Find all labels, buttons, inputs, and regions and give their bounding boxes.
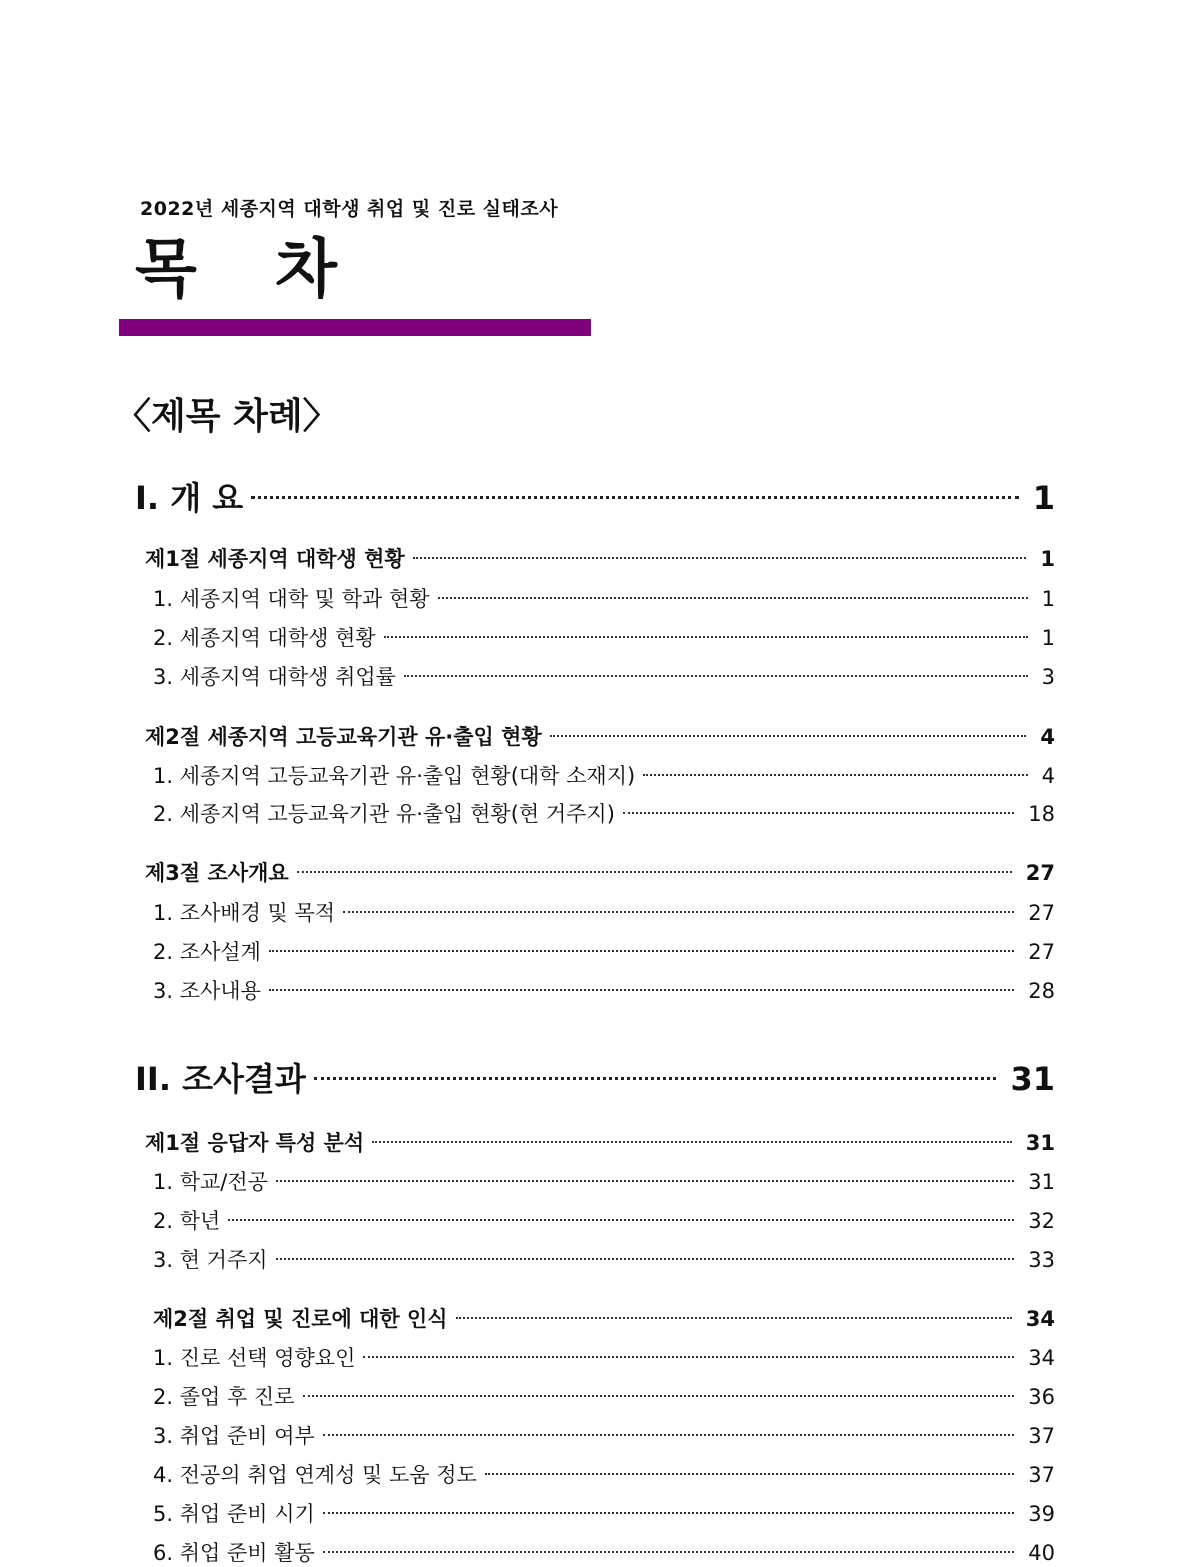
dot-leader: [228, 1219, 1014, 1221]
toc-heading: 〈제목 차례〉: [115, 396, 339, 437]
toc-item[interactable]: [153, 897, 1055, 927]
toc-item[interactable]: [153, 1244, 1055, 1274]
dot-leader: [404, 675, 1028, 677]
toc-label: 제1절 세종지역 대학생 현황: [145, 547, 405, 571]
toc-section[interactable]: [145, 1127, 1055, 1157]
toc-chapter-1[interactable]: [135, 473, 1055, 519]
toc-page-number: 1: [1041, 587, 1055, 611]
toc-page-number: 32: [1028, 1209, 1055, 1233]
toc-page-number: 1: [1040, 547, 1055, 571]
toc-label: I. 개 요: [135, 479, 244, 517]
toc-page-number: 40: [1028, 1541, 1055, 1565]
toc-item[interactable]: [153, 975, 1055, 1005]
toc-label: 3. 조사내용: [153, 979, 261, 1003]
toc-label: 1. 세종지역 고등교육기관 유·출입 현황(대학 소재지): [153, 764, 636, 788]
dot-leader: [303, 1395, 1015, 1397]
dot-leader: [269, 950, 1014, 952]
toc-item[interactable]: [153, 1420, 1055, 1450]
dot-leader: [372, 1141, 1012, 1143]
toc-label: 2. 학년: [153, 1209, 221, 1233]
dot-leader: [276, 1180, 1014, 1182]
toc-item[interactable]: [153, 1342, 1055, 1372]
toc-label: 1. 학교/전공: [153, 1170, 268, 1194]
dot-leader: [323, 1512, 1014, 1514]
toc-label: 1. 조사배경 및 목적: [153, 901, 336, 925]
toc-item[interactable]: [153, 1498, 1055, 1528]
toc-label: 제2절 세종지역 고등교육기관 유·출입 현황: [145, 725, 542, 749]
toc-label: 2. 세종지역 고등교육기관 유·출입 현황(현 거주지): [153, 802, 615, 826]
toc-item[interactable]: [153, 1459, 1055, 1489]
toc-item[interactable]: [153, 661, 1055, 691]
toc-label: 4. 전공의 취업 연계성 및 도움 정도: [153, 1463, 477, 1487]
dot-leader: [485, 1473, 1014, 1475]
toc-item[interactable]: [153, 1205, 1055, 1235]
toc-label: 6. 취업 준비 활동: [153, 1541, 315, 1565]
dot-leader: [314, 1077, 997, 1080]
dot-leader: [343, 911, 1014, 913]
toc-page-number: 18: [1028, 802, 1055, 826]
dot-leader: [384, 636, 1028, 638]
toc-item[interactable]: [153, 1166, 1055, 1196]
toc-item[interactable]: [153, 936, 1055, 966]
report-title: 2022년 세종지역 대학생 취업 및 진로 실태조사: [140, 198, 559, 220]
toc-label: 제1절 응답자 특성 분석: [145, 1131, 365, 1155]
toc-page-number: 31: [1010, 1060, 1055, 1098]
dot-leader: [276, 1258, 1015, 1260]
toc-page-number: 4: [1041, 764, 1055, 788]
toc-label: 5. 취업 준비 시기: [153, 1502, 315, 1526]
toc-label: II. 조사결과: [135, 1060, 306, 1098]
dot-leader: [438, 597, 1028, 599]
dot-leader: [363, 1356, 1014, 1358]
toc-page-number: 36: [1028, 1385, 1055, 1409]
toc-section[interactable]: [145, 543, 1055, 573]
toc-label: 3. 현 거주지: [153, 1248, 268, 1272]
toc-label: 3. 취업 준비 여부: [153, 1424, 315, 1448]
toc-page-number: 37: [1028, 1424, 1055, 1448]
toc-page-number: 39: [1028, 1502, 1055, 1526]
dot-leader: [323, 1434, 1014, 1436]
toc-label: 제3절 조사개요: [145, 861, 289, 885]
toc-label: 제2절 취업 및 진로에 대한 인식: [153, 1307, 448, 1331]
toc-chapter-2[interactable]: [135, 1054, 1055, 1100]
toc-item[interactable]: [153, 760, 1055, 790]
toc-label: 1. 세종지역 대학 및 학과 현황: [153, 587, 430, 611]
toc-page-number: 27: [1025, 861, 1055, 885]
toc-page-number: 1: [1032, 479, 1055, 517]
dot-leader: [456, 1317, 1012, 1319]
dot-leader: [413, 557, 1027, 559]
toc-label: 2. 졸업 후 진로: [153, 1385, 295, 1409]
toc-page-number: 3: [1041, 665, 1055, 689]
toc-label: 1. 진로 선택 영향요인: [153, 1346, 356, 1370]
toc-item[interactable]: [153, 622, 1055, 652]
dot-leader: [550, 735, 1027, 737]
toc-page-number: 1: [1041, 626, 1055, 650]
dot-leader: [623, 812, 1014, 814]
toc-page-number: 34: [1028, 1346, 1055, 1370]
toc-item[interactable]: [153, 798, 1055, 828]
dot-leader: [297, 871, 1012, 873]
toc-page-number: 33: [1028, 1248, 1055, 1272]
dot-leader: [323, 1551, 1014, 1553]
dot-leader: [251, 496, 1019, 499]
toc-page-number: 27: [1028, 940, 1055, 964]
toc-section[interactable]: [145, 857, 1055, 887]
toc-page-number: 37: [1028, 1463, 1055, 1487]
toc-page-number: 34: [1025, 1307, 1055, 1331]
title-underline-bar: [119, 319, 591, 336]
toc-page-number: 28: [1028, 979, 1055, 1003]
page-title: 목 차: [135, 233, 365, 307]
toc-item[interactable]: [153, 1381, 1055, 1411]
toc-page-number: 31: [1025, 1131, 1055, 1155]
dot-leader: [643, 774, 1027, 776]
toc-page-number: 31: [1028, 1170, 1055, 1194]
toc-page-number: 4: [1040, 725, 1055, 749]
toc-label: 2. 조사설계: [153, 940, 261, 964]
toc-section[interactable]: [153, 1303, 1055, 1333]
toc-section[interactable]: [145, 721, 1055, 751]
dot-leader: [269, 989, 1014, 991]
toc-page-number: 27: [1028, 901, 1055, 925]
toc-label: 2. 세종지역 대학생 현황: [153, 626, 376, 650]
toc-label: 3. 세종지역 대학생 취업률: [153, 665, 396, 689]
toc-item[interactable]: [153, 583, 1055, 613]
